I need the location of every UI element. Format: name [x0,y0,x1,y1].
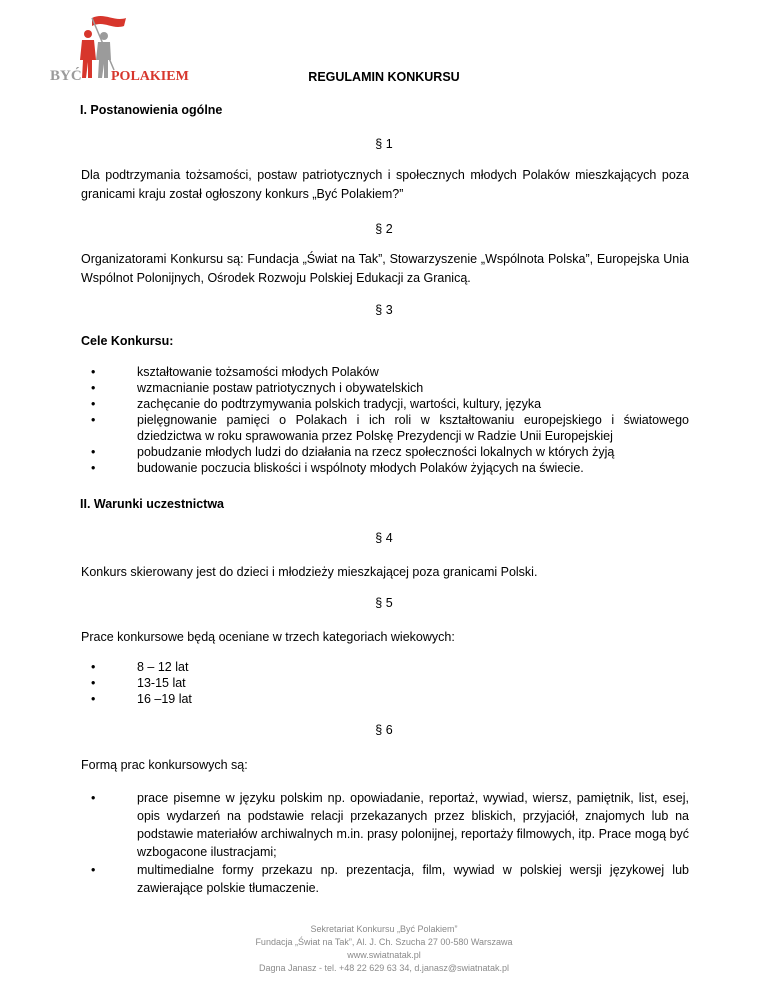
list-item: • pielęgnowanie pamięci o Polakach i ich roli w kształtowaniu europejskiego i światowego dziedzictwa w roku sprawowania przez Polskę Prezydencji w Radzie Unii Europejskiej [91,413,689,443]
section-heading-conditions: II. Warunki uczestnictwa [80,497,225,511]
footer-contact[interactable]: Dagna Janasz - tel. +48 22 629 63 34, d.janasz@swiatnatak.pl [258,963,510,973]
bullet-icon: • [91,397,96,411]
bullet-icon: • [91,461,96,475]
list-item: • 8 – 12 lat [91,660,189,674]
paragraph-mark-3: § 3 [375,303,393,317]
section-heading-general: I. Postanowienia ogólne [80,103,223,117]
logo-word-byc: BYĆ [50,68,82,84]
flag-shape [92,16,126,27]
age-categories-list [81,659,689,707]
list-item: • 16 –19 lat [91,692,192,706]
paragraph-mark-1: § 1 [375,137,393,151]
list-item: • wzmacnianie postaw patriotycznych i obywatelskich [91,381,424,395]
footer-secretariat: Sekretariat Konkursu „Być Polakiem” [310,924,458,934]
bullet-icon: • [91,660,96,674]
paragraph-mark-6: § 6 [375,723,393,737]
paragraph-mark-4: § 4 [375,531,393,545]
goals-list [81,364,689,476]
bullet-icon: • [91,863,96,877]
list-item: • zachęcanie do podtrzymywania polskich tradycji, wartości, kultury, języka [91,397,542,411]
bullet-icon: • [91,365,96,379]
bullet-icon: • [91,692,96,706]
bullet-icon: • [91,676,96,690]
work-forms-list [81,789,689,897]
paragraph-5-text: Prace konkursowe będą oceniane w trzech kategoriach wiekowych: [81,630,455,644]
goals-subheading: Cele Konkursu: [81,334,174,348]
bullet-icon: • [91,381,96,395]
footer [0,923,768,975]
paragraph-2-text: Organizatorami Konkursu są: Fundacja „Świat na Tak”, Stowarzyszenie „Wspólnota Polska”, Europejska Unia Wspólnot Polonijnych, Ośrodek Rozwoju Polskiej Edukacji za Granicą. [81,252,689,285]
list-item: • multimedialne formy przekazu np. prezentacja, film, wywiad w polskiej wersji językowej lub zawierające polskie tłumaczenie. [91,863,689,895]
list-item: • kształtowanie tożsamości młodych Polaków [91,365,379,379]
list-item: • budowanie poczucia bliskości i wspólnoty młodych Polaków żyjących na świecie. [91,461,584,475]
bullet-icon: • [91,791,96,805]
paragraph-mark-5: § 5 [375,596,393,610]
bullet-icon: • [91,445,96,459]
footer-website-link[interactable]: www.swiatnatak.pl [347,950,421,960]
paragraph-4-text: Konkurs skierowany jest do dzieci i młodzieży mieszkającej poza granicami Polski. [81,565,538,579]
bullet-icon: • [91,413,96,427]
document-title: REGULAMIN KONKURSU [308,70,460,84]
paragraph-1-text: Dla podtrzymania tożsamości, postaw patriotycznych i społecznych młodych Polaków mieszkających poza granicami kraju został ogłoszony konkurs „Być Polakiem?” [81,168,689,201]
paragraph-6-text: Formą prac konkursowych są: [81,758,248,772]
list-item: • pobudzanie młodych ludzi do działania na rzecz społeczności lokalnych w których żyją [91,445,615,459]
footer-address: Fundacja „Świat na Tak”, Al. J. Ch. Szucha 27 00-580 Warszawa [255,937,513,947]
list-item: • prace pisemne w języku polskim np. opowiadanie, reportaż, wywiad, wiersz, pamiętnik, list, esej, opis wydarzeń na podstawie relacji przekazanych przez bliskich, przyjaciół, znajomych lub na podstawie materiałów archiwalnych m.in. prasy polonijnej, reportaży filmowych, itp. Prace mogą być wzbogacone ilustracjami; [91,791,689,859]
logo-word-polakiem: POLAKIEM [111,69,189,84]
paragraph-mark-2: § 2 [375,222,393,236]
list-item: • 13-15 lat [91,676,186,690]
